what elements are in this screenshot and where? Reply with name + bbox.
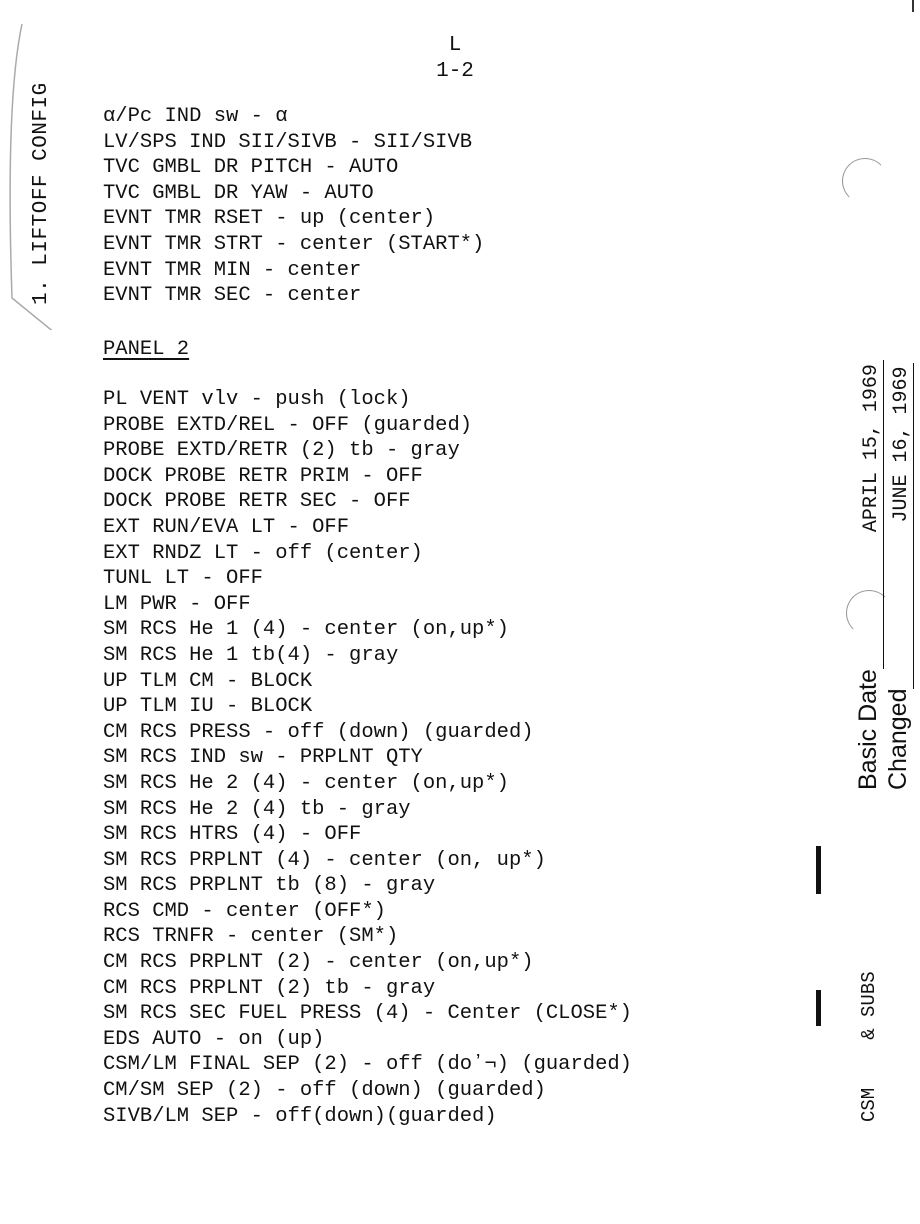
section-letter: L: [448, 34, 462, 57]
checklist-item: SIVB/LM SEP - off(down)(guarded): [103, 1104, 497, 1128]
checklist-block-1: [103, 104, 484, 309]
checklist-item: PROBE EXTD/RETR (2) tb - gray: [103, 439, 460, 463]
document-id-subs: & SUBS: [858, 971, 880, 1040]
checklist-item: EVNT TMR MIN - center: [103, 258, 362, 282]
checklist-item: SM RCS PRPLNT tb (8) - gray: [103, 874, 436, 898]
checklist-block-2: [103, 387, 632, 1129]
document-id: [858, 971, 880, 1122]
checklist-item: EVNT TMR STRT - center (START*): [103, 232, 485, 256]
page-edge-mark: [912, 0, 914, 12]
checklist-item: DOCK PROBE RETR PRIM - OFF: [103, 464, 423, 488]
punch-hole: [842, 158, 888, 204]
page-edge-mark: [0, 20, 70, 330]
checklist-item: SM RCS SEC FUEL PRESS (4) - Center (CLOSE*): [103, 1002, 632, 1026]
checklist-item: CM RCS PRPLNT (2) - center (on,up*): [103, 951, 534, 975]
checklist-item: EVNT TMR RSET - up (center): [103, 207, 436, 231]
checklist-item: PL VENT vlv - push (lock): [103, 388, 411, 411]
checklist-item: PROBE EXTD/REL - OFF (guarded): [103, 413, 473, 437]
changed-row: [884, 363, 914, 790]
checklist-item: DOCK PROBE RETR SEC - OFF: [103, 490, 411, 514]
basic-date-label: Basic Date: [854, 669, 882, 790]
checklist-item: CM RCS PRESS - off (down) (guarded): [103, 720, 534, 744]
checklist-item: CSM/LM FINAL SEP (2) - off (doʼ¬) (guarded): [103, 1053, 632, 1077]
basic-date-row: [854, 360, 884, 790]
checklist-item: α/Pc IND sw - α: [103, 105, 288, 128]
checklist-item: TUNL LT - OFF: [103, 567, 263, 591]
checklist-item: RCS CMD - center (OFF*): [103, 899, 386, 923]
change-bar: [816, 990, 821, 1026]
checklist-item: SM RCS PRPLNT (4) - center (on, up*): [103, 848, 546, 872]
checklist-item: SM RCS IND sw - PRPLNT QTY: [103, 746, 423, 770]
checklist-item: EVNT TMR SEC - center: [103, 284, 362, 308]
checklist-item: LM PWR - OFF: [103, 592, 251, 616]
checklist-item: TVC GMBL DR PITCH - AUTO: [103, 156, 399, 180]
checklist-item: CM RCS PRPLNT (2) tb - gray: [103, 976, 436, 1000]
basic-date-value: APRIL 15, 1969: [861, 360, 884, 669]
panel-heading: PANEL 2: [103, 338, 190, 361]
checklist-item: EDS AUTO - on (up): [103, 1027, 325, 1051]
checklist-item: SM RCS He 2 (4) - center (on,up*): [103, 771, 509, 795]
checklist-item: RCS TRNFR - center (SM*): [103, 925, 399, 949]
checklist-item: TVC GMBL DR YAW - AUTO: [103, 181, 374, 205]
checklist-item: CM/SM SEP (2) - off (down) (guarded): [103, 1079, 546, 1103]
page-number: 1-2: [436, 60, 474, 83]
checklist-item: UP TLM CM - BLOCK: [103, 669, 313, 693]
checklist-item: SM RCS HTRS (4) - OFF: [103, 823, 362, 847]
checklist-item: SM RCS He 2 (4) tb - gray: [103, 797, 411, 821]
changed-label: Changed: [884, 688, 912, 790]
changed-date-value: JUNE 16, 1969: [891, 363, 914, 689]
document-id-csm: CSM: [858, 1087, 880, 1122]
checklist-item: EXT RNDZ LT - off (center): [103, 541, 423, 565]
section-side-label: 1. LIFTOFF CONFIG: [30, 82, 53, 305]
checklist-item: SM RCS He 1 tb(4) - gray: [103, 643, 399, 667]
checklist-item: EXT RUN/EVA LT - OFF: [103, 515, 350, 539]
change-bar: [816, 846, 821, 894]
checklist-item: LV/SPS IND SII/SIVB - SII/SIVB: [103, 130, 473, 154]
checklist-item: UP TLM IU - BLOCK: [103, 695, 313, 719]
checklist-item: SM RCS He 1 (4) - center (on,up*): [103, 618, 509, 642]
